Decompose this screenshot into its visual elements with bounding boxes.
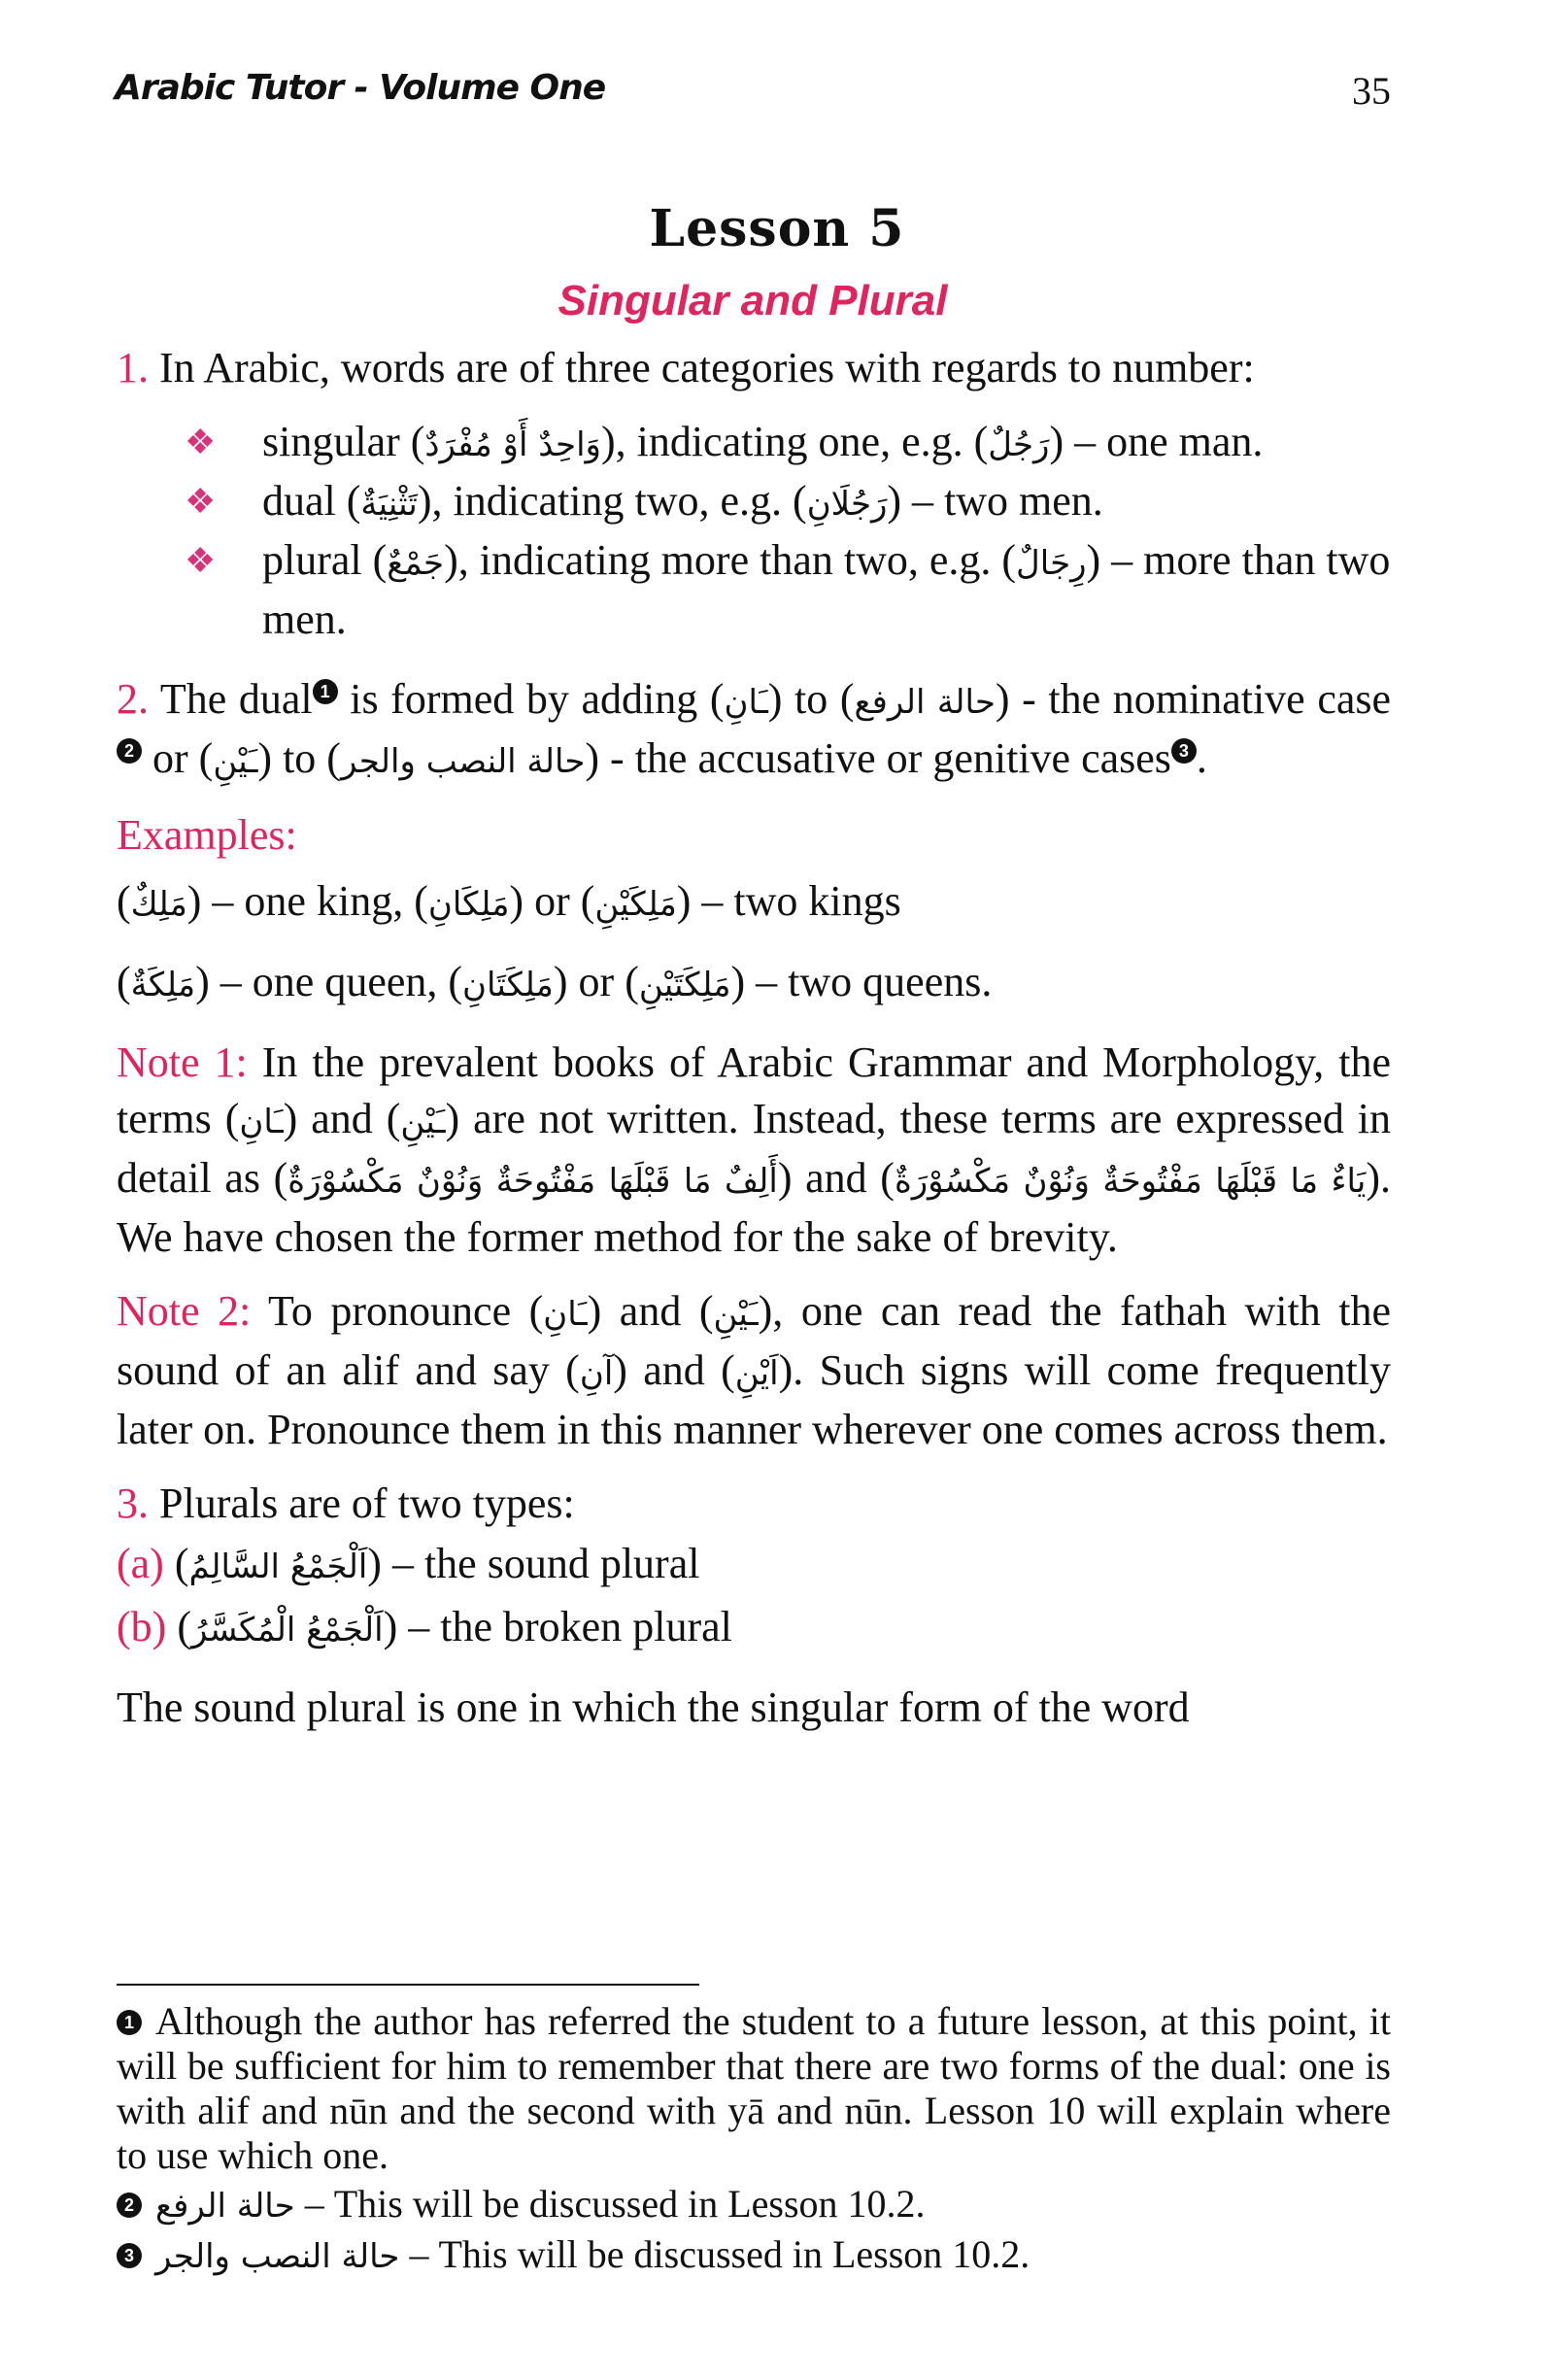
arabic-term: حالة الرفع <box>155 2187 295 2226</box>
arabic-term: اَلْجَمْعُ الْمُكَسَّرُ <box>190 1611 384 1649</box>
arabic-term: اَيْنِ <box>734 1354 779 1393</box>
arabic-term: وَاحِدٌ أَوْ مُفْرَدٌ <box>424 425 601 464</box>
section-3-text: Plurals are of two types: <box>159 1479 575 1527</box>
page-number: 35 <box>1352 69 1391 113</box>
footnotes <box>117 1999 1391 2283</box>
footnote-1: 1 Although the author has referred the student to a future lesson, at this point, it will be sufficient for him to remember that there are two forms of the dual: one is with alif and nūn and the second with yā and nūn. Lesson 10 will explain where to use which one. <box>117 1999 1392 2177</box>
lesson-title: Lesson 5 <box>649 199 905 258</box>
footnote-number: 3 <box>117 2243 142 2268</box>
arabic-term: ـَيْنِ <box>213 742 258 781</box>
section-2-number: 2. <box>117 675 149 723</box>
arabic-term: ـَانِ <box>239 1103 284 1141</box>
note-2: Note 2: To pronounce (ـَانِ) and (ـَيْنِ), one can read the fathah with the sound of an alif and say (آنِ) and (اَيْنِ). Such signs will come frequently later on. Pronounce them in this manner wherever one comes across them. <box>117 1287 1392 1453</box>
lesson-body <box>117 340 1391 1736</box>
arabic-term: مَلِكَيْنِ <box>594 885 677 924</box>
arabic-term: ـَيْنِ <box>713 1295 759 1334</box>
section-2: 2. The dual 1 is formed by adding (ـَانِ) to (حالة الرفع) - the nominative case2 or (ـَيْنِ) to (حالة النصب والجر) - the accusative or genitive cases 3 . <box>117 675 1392 782</box>
footnote-3: 3 حالة النصب والجر – This will be discussed in Lesson 10.2. <box>117 2232 1391 2279</box>
arabic-term: رَجُلَانِ <box>806 485 888 524</box>
list-item-dual: ❖ dual (تَثْنِيَةٌ), indicating two, e.g. (رَجُلَانِ) – two men. <box>117 473 1391 532</box>
note-2-label: Note 2: <box>117 1287 252 1335</box>
footnote-divider <box>117 1984 699 1986</box>
footnote-number: 2 <box>117 2193 142 2218</box>
footnote-number: 1 <box>117 2010 142 2035</box>
diamond-bullet-icon: ❖ <box>185 482 217 521</box>
arabic-term: ـَانِ <box>543 1295 588 1334</box>
arabic-term: مَلِكَتَانِ <box>462 966 554 1004</box>
arabic-term: أَلِفٌ مَا قَبْلَهَا مَفْتُوحَةٌ وَنُوْنٌ مَكْسُوْرَةٌ <box>287 1162 778 1201</box>
arabic-term: يَاءٌ مَا قَبْلَهَا مَفْتُوحَةٌ وَنُوْنٌ مَكْسُوْرَةٌ <box>894 1162 1367 1201</box>
note-1-label: Note 1: <box>117 1038 248 1086</box>
list-item-plural: ❖ plural (جَمْعٌ), indicating more than two, e.g. (رِجَالٌ) – more than two men. <box>117 532 1391 648</box>
arabic-term: اَلْجَمْعُ السَّالِمُ <box>188 1547 368 1586</box>
footnote-marker-3[interactable]: 3 <box>1171 738 1197 764</box>
list-item-singular: ❖ singular (وَاحِدٌ أَوْ مُفْرَدٌ), indicating one, e.g. (رَجُلٌ) – one man. <box>117 414 1391 473</box>
plural-type-b: (b) (اَلْجَمْعُ الْمُكَسَّرُ) – the broken plural <box>117 1603 732 1650</box>
section-1-text: In Arabic, words are of three categories with regards to number: <box>159 344 1255 391</box>
note-1: Note 1: In the prevalent books of Arabic Grammar and Morphology, the terms (ـَانِ) and (ـَيْنِ) are not written. Instead, these terms are expressed in detail as (أَلِفٌ مَا قَبْلَهَا مَفْتُوحَةٌ وَنُوْنٌ مَكْسُوْرَةٌ) and (يَاءٌ مَا قَبْلَهَا مَفْتُوحَةٌ وَنُوْنٌ مَكْسُوْرَةٌ). We have chosen the former method for the sake of brevity. <box>117 1038 1392 1261</box>
section-1 <box>117 340 1391 396</box>
page-header <box>115 68 1391 117</box>
section-3 <box>117 1476 1391 1532</box>
diamond-bullet-icon: ❖ <box>185 541 217 580</box>
footnote-marker-2[interactable]: 2 <box>117 738 142 764</box>
arabic-term: ـَانِ <box>724 683 768 722</box>
lesson-subtitle: Singular and Plural <box>557 277 948 324</box>
diamond-bullet-icon: ❖ <box>185 423 217 461</box>
arabic-term: آنِ <box>579 1354 614 1393</box>
arabic-term: ـَيْنِ <box>400 1103 446 1141</box>
arabic-term: حالة النصب والجر <box>155 2237 400 2276</box>
arabic-term: جَمْعٌ <box>387 544 445 583</box>
arabic-term: رِجَالٌ <box>1016 544 1087 583</box>
arabic-term: مَلِكَانِ <box>427 885 510 924</box>
section-3-number: 3. <box>117 1479 149 1527</box>
arabic-term: رَجُلٌ <box>988 425 1050 464</box>
examples-label: Examples: <box>117 811 297 859</box>
footnote-2: 2 حالة الرفع – This will be discussed in Lesson 10.2. <box>117 2182 1391 2228</box>
closing-line: The sound plural is one in which the singular form of the word <box>117 1683 1190 1731</box>
arabic-term: حالة الرفع <box>854 683 996 722</box>
arabic-term: حالة النصب والجر <box>340 742 586 781</box>
book-title: Arabic Tutor - Volume One <box>115 68 606 108</box>
section-1-number: 1. <box>117 344 149 391</box>
plural-type-a: (a) (اَلْجَمْعُ السَّالِمُ) – the sound plural <box>117 1540 700 1587</box>
arabic-term: تَثْنِيَةٌ <box>360 485 418 524</box>
arabic-term: مَلِكَةٌ <box>130 966 196 1004</box>
arabic-term: مَلِكَتَيْنِ <box>638 966 731 1004</box>
example-line-queen: (مَلِكَةٌ) – one queen, (مَلِكَتَانِ) or (مَلِكَتَيْنِ) – two queens. <box>117 958 993 1005</box>
arabic-term: مَلِكٌ <box>130 885 187 924</box>
footnote-marker-1[interactable]: 1 <box>313 679 338 704</box>
example-line-king: (مَلِكٌ) – one king, (مَلِكَانِ) or (مَلِكَيْنِ) – two kings <box>117 877 901 925</box>
number-categories-list <box>117 414 1391 648</box>
